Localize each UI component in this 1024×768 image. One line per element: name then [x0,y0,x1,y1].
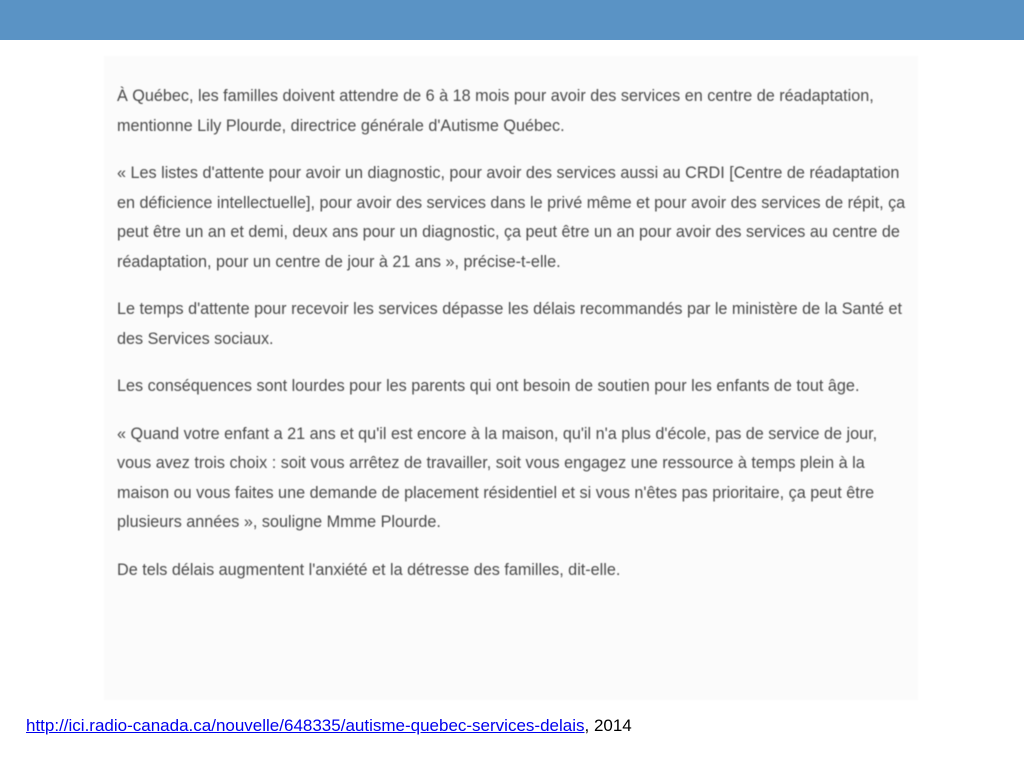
slide-header-bar [0,0,1024,40]
article-paragraph-2: « Les listes d'attente pour avoir un diagnostic, pour avoir des services aussi au CRDI [Centre de réadaptation en déficience intellectuelle], pour avoir des services dans le privé même et pour avoir des services de répit, ça peut être un an et demi, deux ans pour un diagnostic, ça peut être un an pour avoir des services au centre de réadaptation, pour un centre de jour à 21 ans », précise-t-elle. [117,164,906,271]
article-paragraph-1: À Québec, les familles doivent attendre de 6 à 18 mois pour avoir des services en centre de réadaptation, mentionne Lily Plourde, directrice générale d'Autisme Québec. [117,87,874,135]
source-link[interactable]: http://ici.radio-canada.ca/nouvelle/648335/autisme-quebec-services-delais [26,716,585,735]
article-paragraph-4: Les conséquences sont lourdes pour les parents qui ont besoin de soutien pour les enfants de tout âge. [117,377,860,395]
article-paragraph-6: De tels délais augmentent l'anxiété et la détresse des familles, dit-elle. [117,560,621,579]
article-paragraph-3: Le temps d'attente pour recevoir les services dépasse les délais recommandés par le ministère de la Santé et des Services sociaux. [117,300,902,348]
article-paragraph-5: « Quand votre enfant a 21 ans et qu'il est encore à la maison, qu'il n'a plus d'école, pas de service de jour, vous avez trois choix : soit vous arrêtez de travailler, soit vous engagez une ressource à temps plein à la maison ou vous faites une demande de placement résidentiel et si vous n'êtes pas prioritaire, ça peut être plusieurs années », souligne Mmme Plourde. [117,424,878,531]
source-year: , 2014 [584,716,632,735]
article-screenshot [104,56,918,700]
source-caption [26,716,632,736]
